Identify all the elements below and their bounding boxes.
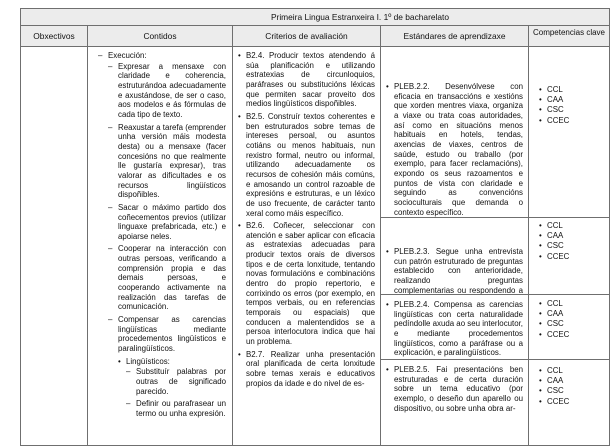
contents-item bbox=[108, 315, 226, 419]
standard-item: • PLEB.2.5. Fai presentacións ben estruturadas e de certa duración sobre un tema educativo (por exemplo, o deseño dun aparello ou dispositivo, ou sobre unha obra ar- bbox=[386, 365, 523, 413]
header-criteria: Criterios de avaliación bbox=[232, 25, 381, 47]
contents-sub-heading: Lingüísticos: bbox=[126, 356, 170, 366]
header-standards: Estándares de aprendizaxe bbox=[380, 25, 529, 47]
standard-cell bbox=[380, 294, 529, 360]
competence-item: • CSC bbox=[539, 319, 604, 329]
contents-item: – Sacar o máximo partido dos coñecementos previos (utilizar linguaxe prefabricada, etc.) e apoiarse neles. bbox=[108, 203, 226, 242]
competence-cell bbox=[528, 217, 610, 295]
table-title: Primeira Lingua Estranxeira I. 1º de bacharelato bbox=[20, 8, 610, 26]
competence-item: • CCL bbox=[539, 299, 604, 309]
criterion-item: • B2.4. Producir textos atendendo á súa planificación e utilizando estratexias de circunloquios, paráfrases ou substitucións léxicas que permiten sacar proveito dos medios lingüísticos dispoñibles. bbox=[238, 51, 375, 109]
standard-item: • PLEB.2.4. Compensa as carencias lingüísticas con certa naturalidade pedíndolle axuda ao seu interlocutor, e mediante procedementos lingüísticos, como a paráfrase ou a explicación, e paralingüísticos. bbox=[386, 300, 523, 358]
criterion-item: • B2.6. Coñecer, seleccionar con atención e saber aplicar con eficacia as estratexias adecuadas para producir textos orais de diversos tipos e de certa lonxitude, tentando novas formulacións e combinacións dentro do propio repertorio, e corrixindo os erros (por exemplo, en tempos verbais, ou en referencias temporais ou espaciais) que conducen a malentendidos se a persoa interlocutora indica que hai un problema. bbox=[238, 221, 375, 347]
competence-item: • CAA bbox=[539, 95, 604, 105]
objectives-cell bbox=[20, 46, 88, 446]
competence-item: • CSC bbox=[539, 105, 604, 115]
competence-item: • CCL bbox=[539, 85, 604, 95]
standard-cell bbox=[380, 359, 529, 446]
criteria-cell bbox=[232, 46, 381, 446]
header-objectives: Obxectivos bbox=[20, 25, 88, 47]
header-contents: Contidos bbox=[87, 25, 233, 47]
competence-item: • CAA bbox=[539, 309, 604, 319]
standard-cell bbox=[380, 217, 529, 295]
contents-item: – Reaxustar a tarefa (emprender unha versión máis modesta desta) ou a mensaxe (facer concesións no que realmente lle gustaría expresar), tras valorar as dificultades e os recursos lingüísticos dispoñibles. bbox=[108, 123, 226, 200]
header-competences bbox=[528, 25, 610, 47]
competence-item: • CCEC bbox=[539, 116, 604, 126]
competence-item: • CCEC bbox=[539, 330, 604, 340]
competence-item: • CAA bbox=[539, 231, 604, 241]
competence-cell bbox=[528, 46, 610, 218]
contents-sub-item: – Substituír palabras por outras de significado parecido. bbox=[126, 367, 226, 396]
contents-section-label: Execución: bbox=[108, 51, 147, 60]
standard-item: • PLEB.2.3. Segue unha entrevista cun patrón estruturado de preguntas establecido con anterioridade, realizando preguntas complementarias ou respondendo a bbox=[386, 247, 523, 295]
competence-cell bbox=[528, 294, 610, 360]
contents-cell bbox=[87, 46, 233, 446]
curriculum-table bbox=[20, 8, 610, 439]
competence-item: • CCEC bbox=[539, 252, 604, 262]
competence-item: • CCL bbox=[539, 366, 604, 376]
competence-item: • CAA bbox=[539, 376, 604, 386]
competence-item: • CCEC bbox=[539, 397, 604, 407]
contents-sub-item: – Definir ou parafrasear un termo ou unha expresión. bbox=[126, 399, 226, 418]
competence-item: • CSC bbox=[539, 386, 604, 396]
contents-section bbox=[98, 51, 226, 419]
contents-item-text: Compensar as carencias lingüísticas mediante procedementos lingüísticos e paralingüísticos. bbox=[118, 315, 226, 354]
criterion-item: • B2.5. Construír textos coherentes e ben estruturados sobre temas de intereses persoal, ou asuntos cotiáns ou menos habituais, nun rexistro formal, neutro ou informal, utilizando adecuadamente os recursos de cohesión máis comúns, e amosando un control razoable de expresións e estruturas, e un léxico de uso frecuente, de carácter tanto xeral como máis específico. bbox=[238, 112, 375, 218]
contents-item: – Expresar a mensaxe con claridade e coherencia, estruturándoa adecuadamente e axustándose, de ser o caso, aos modelos e ás fórmulas de cada tipo de texto. bbox=[108, 62, 226, 120]
competence-item: • CCL bbox=[539, 221, 604, 231]
contents-subsection bbox=[118, 357, 226, 419]
standard-item: • PLEB.2.2. Desenvólvese con eficacia en transaccións e xestións que xorden mentres viaxa, organiza a viaxe ou trata coas autoridades, así como en situacións menos habituais en hotels, tendas, axencias de viaxes, centros de saúde, estudo ou traballo (por exemplo, para facer reclamacións), expondo os seus razoamentos e puntos de vista con claridade e seguindo as convencións socioculturais que demanda o contexto específico. bbox=[386, 82, 523, 217]
contents-item: – Cooperar na interacción con outras persoas, verificando a comprensión propia e das demais persoas, e cooperando activamente na realización das tarefas de comunicación. bbox=[108, 244, 226, 312]
criterion-item: • B2.7. Realizar unha presentación oral planificada de certa lonxitude sobre temas xerais e educativos propios da idade e do nivel de es- bbox=[238, 350, 375, 389]
competence-item: • CSC bbox=[539, 241, 604, 251]
standard-cell bbox=[380, 46, 529, 218]
competence-cell bbox=[528, 359, 610, 446]
header-competences-label: Competencias clave bbox=[532, 28, 606, 37]
